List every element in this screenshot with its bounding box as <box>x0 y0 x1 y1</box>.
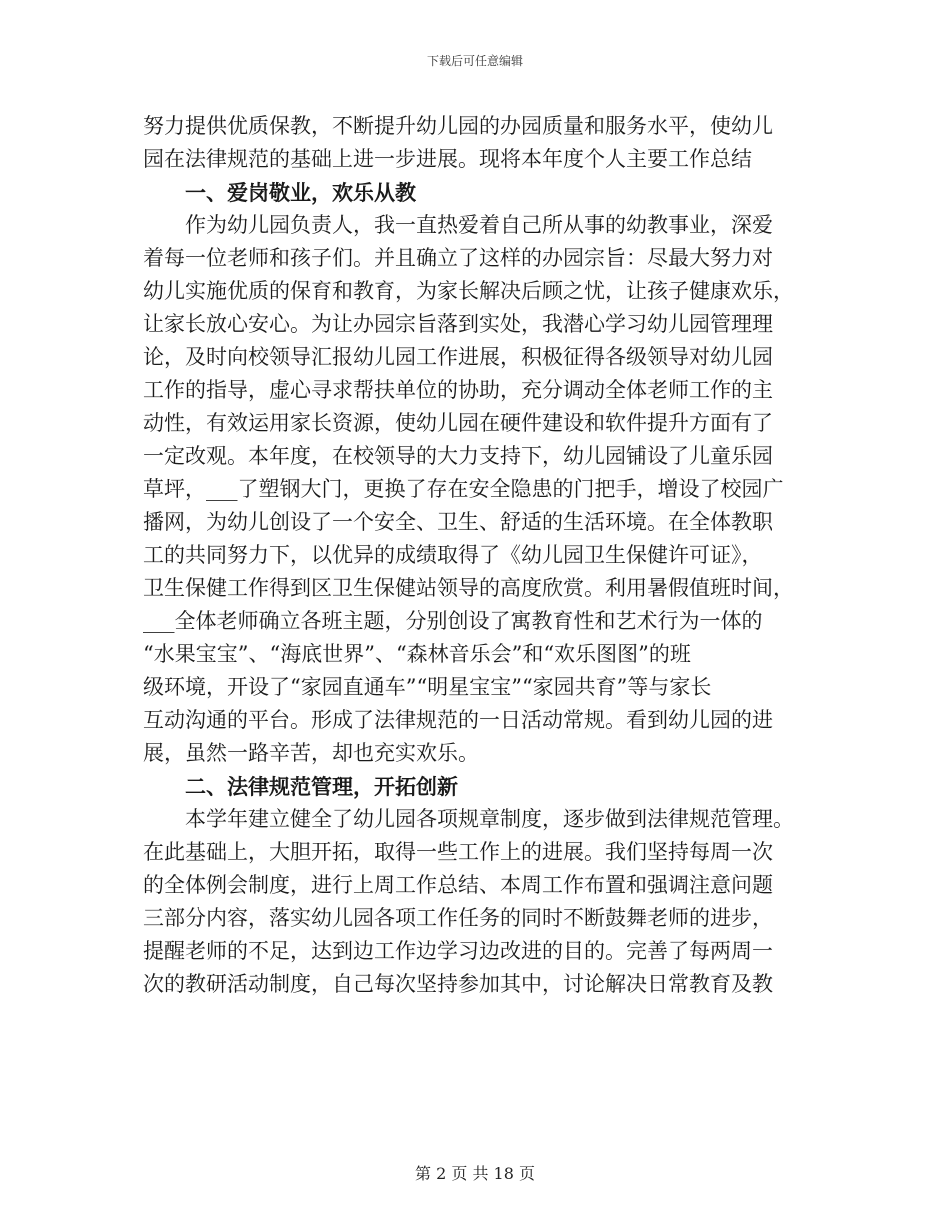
text-line-12: 草坪，___了塑钢大门，更换了存在安全隐患的门把手，增设了校园广 <box>143 477 784 501</box>
page-footer: 第 2 页 共 18 页 <box>415 1164 535 1183</box>
section-heading-1: 一、爱岗敬业，欢乐从教 <box>185 180 416 205</box>
text-line-23: 在此基础上，大胆开拓，取得一些工作上的进展。我们坚持每周一次 <box>143 840 773 864</box>
text-line-9: 工作的指导，虚心寻求帮扶单位的协助，充分调动全体老师工作的主 <box>143 378 773 402</box>
text-line-17: “水果宝宝”、“海底世界”、“森林音乐会”和“欢乐图图”的班 <box>143 642 691 666</box>
text-line-25: 三部分内容，落实幼儿园各项工作任务的同时不断鼓舞老师的进步， <box>143 906 773 930</box>
text-line-20: 展，虽然一路辛苦，却也充实欢乐。 <box>143 741 479 765</box>
text-line-1: 努力提供优质保教，不断提升幼儿园的办园质量和服务水平，使幼儿 <box>143 114 773 138</box>
text-line-13: 播网，为幼儿创设了一个安全、卫生、舒适的生活环境。在全体教职 <box>143 510 773 534</box>
text-line-19: 互动沟通的平台。形成了法律规范的一日活动常规。看到幼儿园的进 <box>143 708 773 732</box>
text-line-5: 着每一位老师和孩子们。并且确立了这样的办园宗旨：尽最大努力对 <box>143 246 773 270</box>
section-heading-2: 二、法律规范管理，开拓创新 <box>185 774 458 799</box>
text-line-16: ___全体老师确立各班主题，分别创设了寓教育性和艺术行为一体的 <box>143 609 763 633</box>
text-line-26: 提醒老师的不足，达到边工作边学习边改进的目的。完善了每两周一 <box>143 939 773 963</box>
text-line-10: 动性，有效运用家长资源，使幼儿园在硬件建设和软件提升方面有了 <box>143 411 773 435</box>
text-line-7: 让家长放心安心。为让办园宗旨落到实处，我潜心学习幼儿园管理理 <box>143 312 773 336</box>
text-line-18: 级环境，开设了“家园直通车”“明星宝宝”“家园共育”等与家长 <box>143 675 712 699</box>
text-line-22: 本学年建立健全了幼儿园各项规章制度，逐步做到法律规范管理。 <box>185 807 794 831</box>
text-line-6: 幼儿实施优质的保育和教育，为家长解决后顾之忧，让孩子健康欢乐， <box>143 279 794 303</box>
text-line-11: 一定改观。本年度，在校领导的大力支持下，幼儿园铺设了儿童乐园 <box>143 444 773 468</box>
text-line-2: 园在法律规范的基础上进一步进展。现将本年度个人主要工作总结 <box>143 147 752 171</box>
text-line-24: 的全体例会制度，进行上周工作总结、本周工作布置和强调注意问题 <box>143 873 773 897</box>
text-line-4: 作为幼儿园负责人，我一直热爱着自己所从事的幼教事业，深爱 <box>185 213 773 237</box>
document-body <box>143 110 811 1001</box>
text-line-8: 论，及时向校领导汇报幼儿园工作进展，积极征得各级领导对幼儿园 <box>143 345 773 369</box>
text-line-15: 卫生保健工作得到区卫生保健站领导的高度欣赏。利用暑假值班时间， <box>143 576 794 600</box>
page-header: 下载后可任意编辑 <box>426 54 523 68</box>
text-line-14: 工的共同努力下，以优异的成绩取得了《幼儿园卫生保健许可证》， <box>143 543 763 567</box>
text-line-27: 次的教研活动制度，自己每次坚持参加其中，讨论解决日常教育及教 <box>143 972 773 996</box>
